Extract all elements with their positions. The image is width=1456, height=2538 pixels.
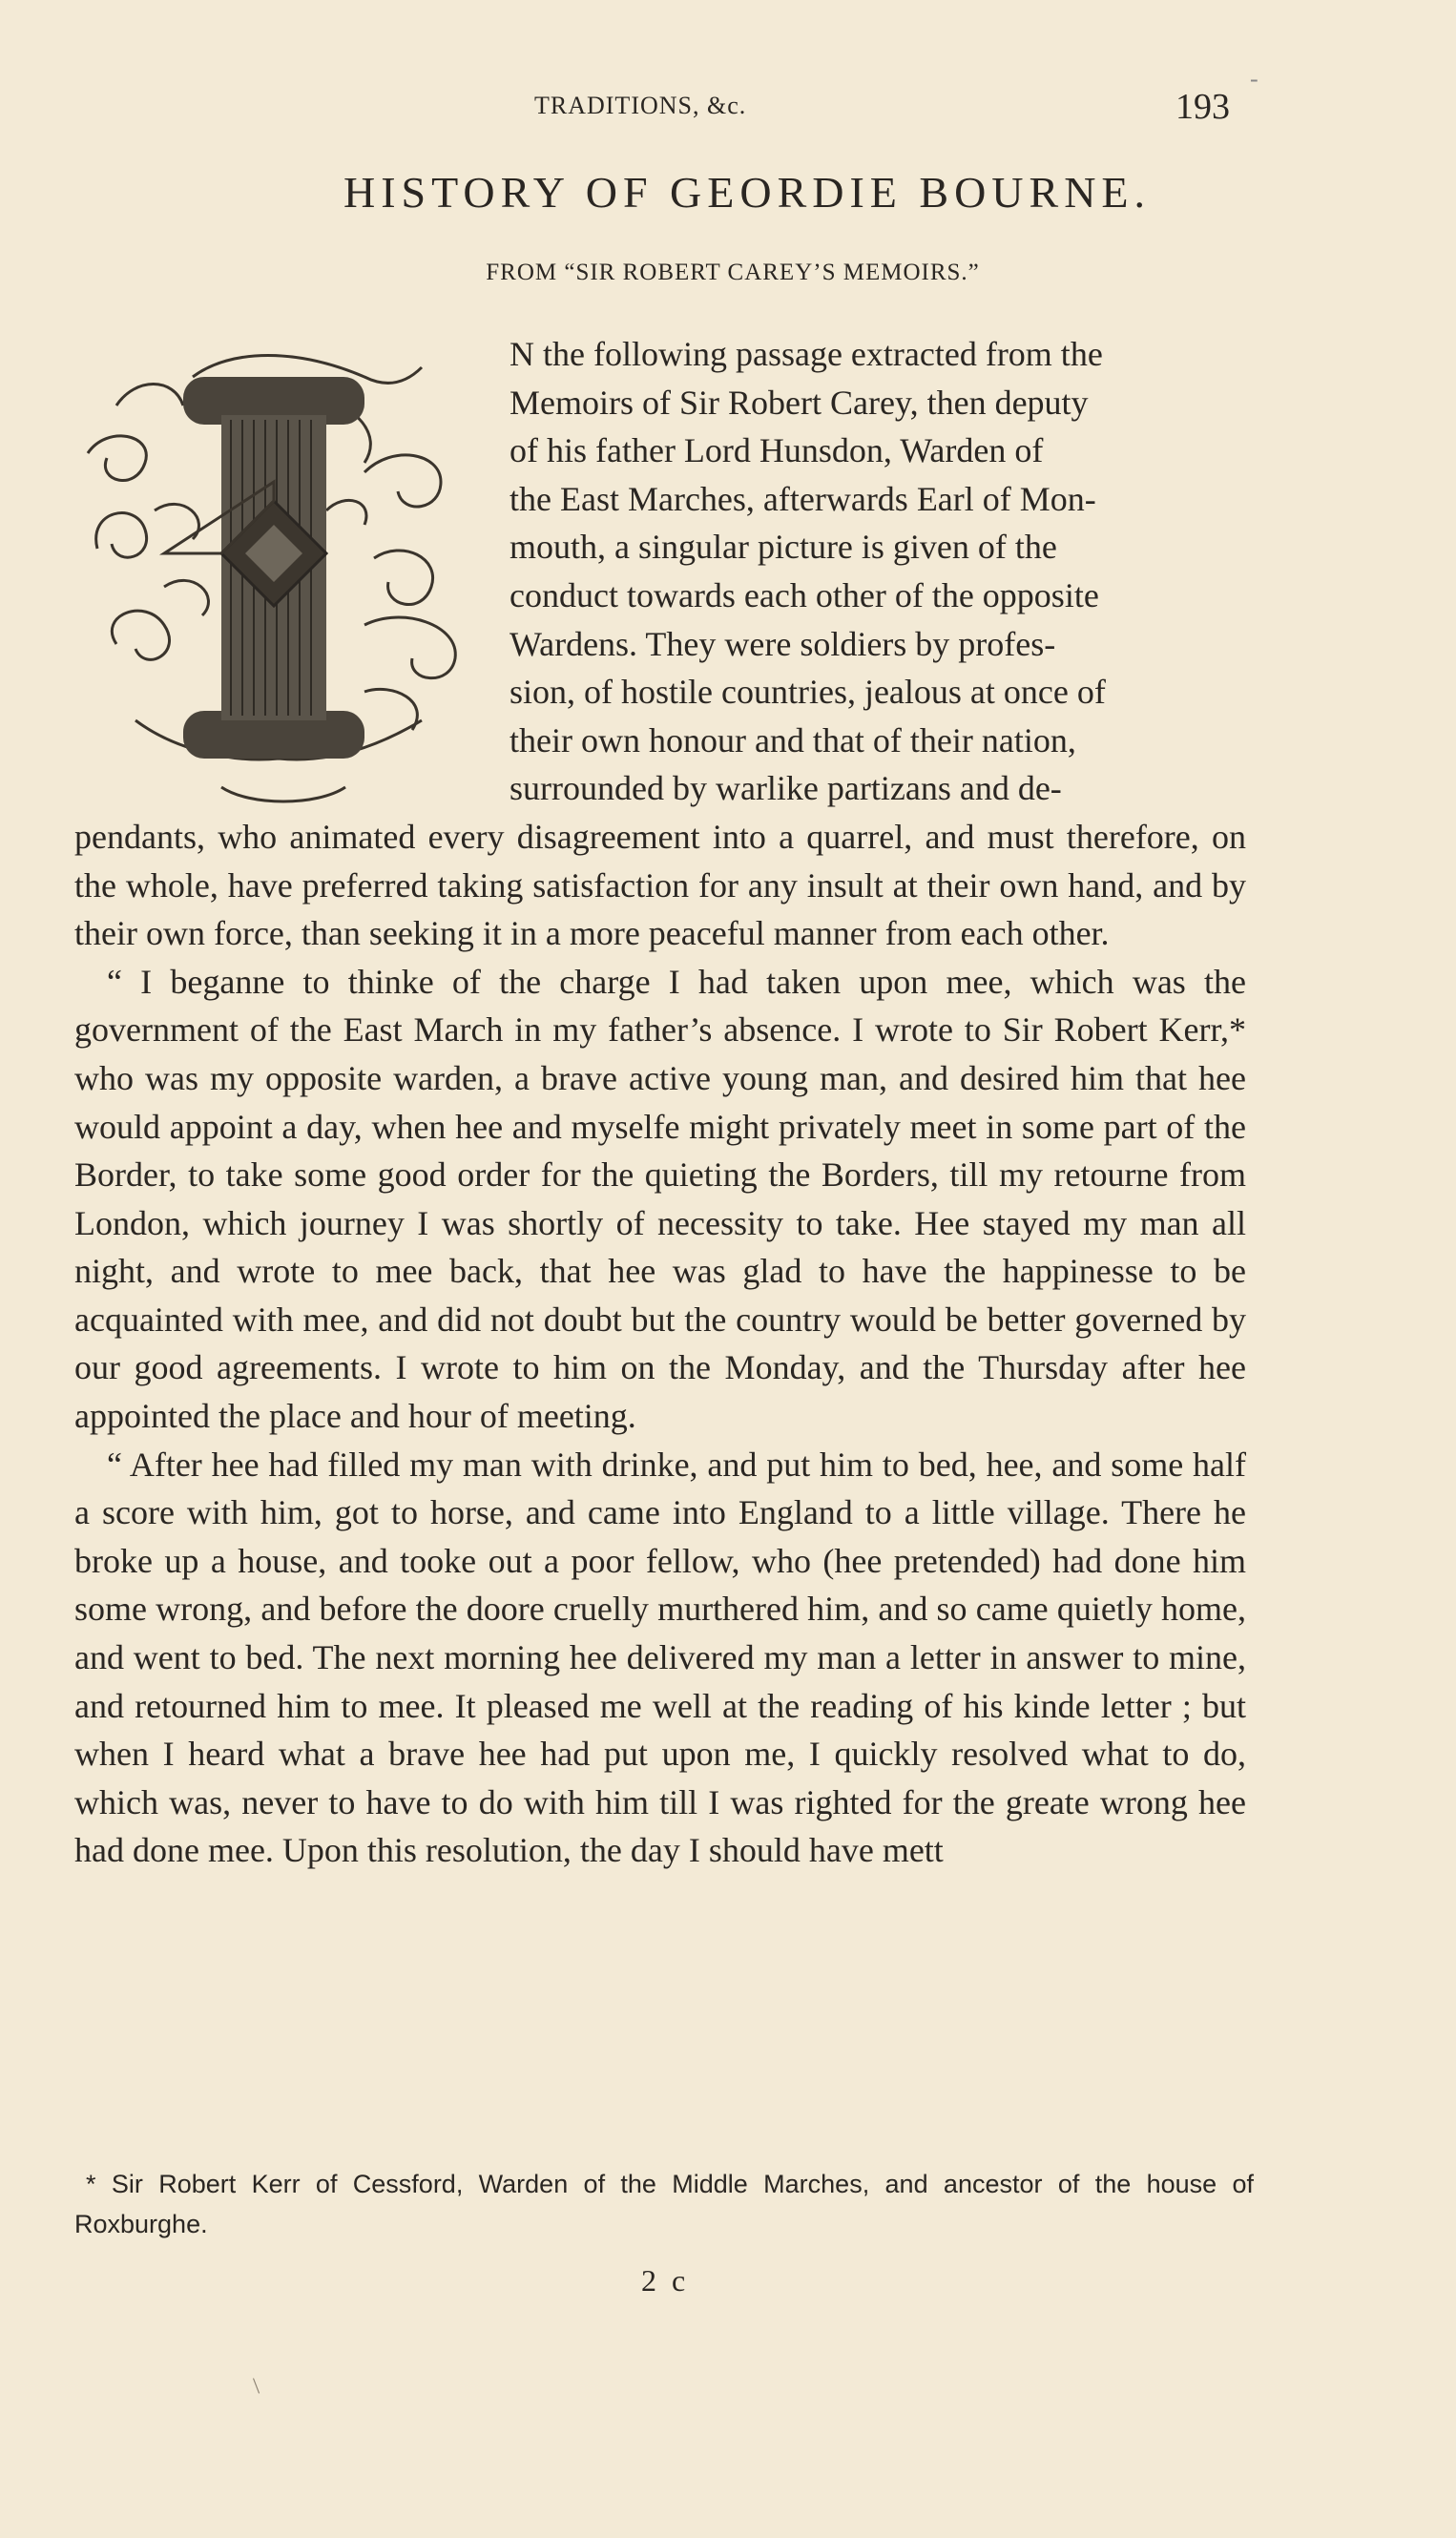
text-line: Wardens. They were soldiers by profes- (510, 624, 1056, 663)
text-line: surrounded by warlike partizans and de- (510, 769, 1062, 808)
paragraph: “ After hee had filled my man with drinke, and put him to bed, hee, and some half a score with him, got to horse, and came into England to a little village. There he broke up a house, and tooke out a poor fellow, who (hee pretended) had done him some wrong, and before the doore cruelly murthered him, and so came quietly home, and went to bed. The next morning hee delivered my man a letter in answer to mine, and retourned him to mee. It pleased me well at the reading of his kinde letter ; but when I heard what a brave hee had put upon me, I quickly resolved what to do, which was, never to have to do with him till I was righted for the greate wrong hee had done mee. Upon this resolution, the day I should have mett (74, 1445, 1246, 1870)
body-text (74, 330, 1246, 1875)
text-line: N the following passage extracted from the (510, 335, 1103, 373)
text-line: of his father Lord Hunsdon, Warden of (510, 431, 1044, 470)
first-paragraph-wrapped (74, 330, 1246, 813)
text-line: conduct towards each other of the opposite (510, 575, 1099, 614)
stray-mark: / (246, 2375, 267, 2399)
chapter-title: HISTORY OF GEORDIE BOURNE. (343, 168, 1152, 217)
text-line: mouth, a singular picture is given of the (510, 528, 1057, 567)
first-paragraph-continued: pendants, who animated every disagreement into a quarrel, and must therefore, on the whole, have preferred taking satisfaction for any insult at their own hand, and by their own force, than seeking it in a more peaceful manner from each other. (74, 817, 1246, 953)
text-line: their own honour and that of their nation, (510, 720, 1076, 759)
running-head (0, 86, 1456, 127)
signature-mark: 2 c (641, 2263, 690, 2298)
text-line: Memoirs of Sir Robert Carey, then deputy (510, 383, 1089, 422)
page-number: 193 (1175, 87, 1230, 127)
source-line: FROM “SIR ROBERT CAREY’S MEMOIRS.” (486, 260, 980, 285)
text-line: sion, of hostile countries, jealous at once of (510, 673, 1106, 712)
footnote: * Sir Robert Kerr of Cessford, Warden of the Middle Marches, and ancestor of the house of Roxburghe. (74, 2170, 1254, 2238)
edge-mark: - (1250, 65, 1258, 93)
paragraph: “ I beganne to thinke of the charge I had taken upon mee, which was the government of the East March in my father’s absence. I wrote to Sir Robert Kerr,* who was my opposite warden, a brave active young man, and desired him that hee would appoint a day, when hee and myselfe might privately meet in some part of the Border, to take some good order for the quieting the Borders, till my retourne from London, which journey I was shortly of necessity to take. Hee stayed my man all night, and wrote to mee back, that hee was glad to have the happinesse to be acquainted with mee, and did not doubt but the country would be better governed by our good agreements. I wrote to him on the Monday, and the Thursday after hee appointed the place and hour of meeting. (74, 962, 1246, 1436)
running-title: TRADITIONS, &c. (534, 92, 747, 119)
text-line: the East Marches, afterwards Earl of Mon- (510, 479, 1096, 518)
